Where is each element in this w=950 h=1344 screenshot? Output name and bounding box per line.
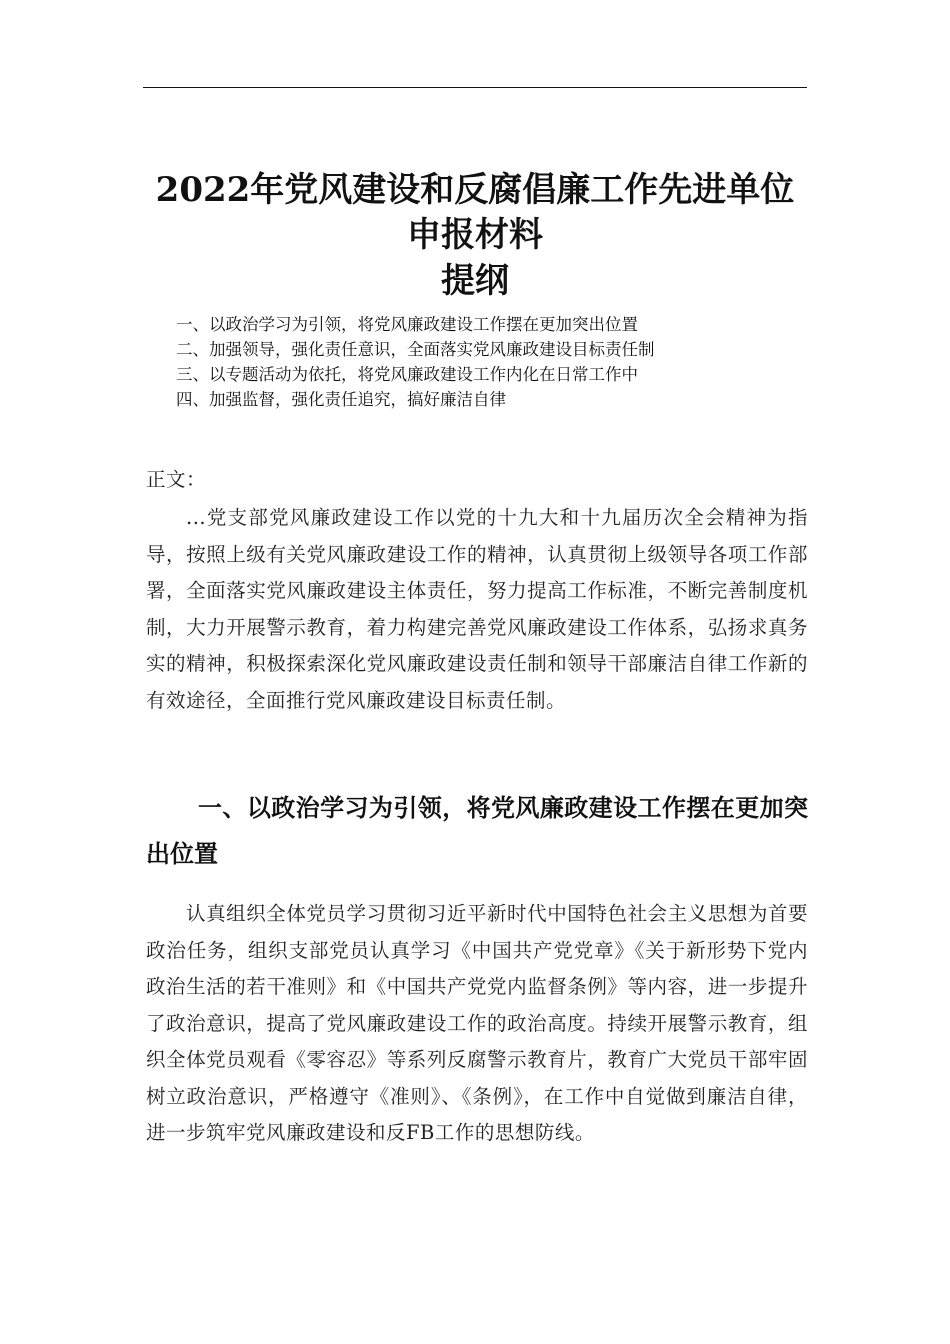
header-rule	[143, 87, 807, 88]
title-block	[143, 168, 807, 304]
body-label: 正文：	[146, 468, 207, 491]
outline-list	[176, 312, 796, 412]
document-subtitle: 申报材料	[407, 215, 543, 255]
document-title: 2022年党风建设和反腐倡廉工作先进单位	[155, 170, 795, 210]
outline-heading: 提纲	[441, 261, 509, 301]
section-paragraph: 认真组织全体党员学习贯彻习近平新时代中国特色社会主义思想为首要政治任务，组织支部党员认真学习《中国共产党党章》《关于新形势下党内政治生活的若干准则》和《中国共产党党内监督条例》等内容，进一步提升了政治意识，提高了党风廉政建设工作的政治高度。持续开展警示教育，组织全体党员观看《零容忍》等系列反腐警示教育片，教育广大党员干部牢固树立政治意识，严格遵守《准则》、《条例》，在工作中自觉做到廉洁自律，进一步筑牢党风廉政建设和反FB工作的思想防线。	[146, 902, 808, 1144]
outline-item: 四、加强监督，强化责任追究，搞好廉洁自律	[176, 390, 506, 409]
outline-item: 一、以政治学习为引领，将党风廉政建设工作摆在更加突出位置	[176, 315, 638, 334]
section-heading: 一、以政治学习为引领，将党风廉政建设工作摆在更加突出位置	[146, 794, 808, 868]
outline-item: 三、以专题活动为依托，将党风廉政建设工作内化在日常工作中	[176, 365, 638, 384]
outline-item: 二、加强领导，强化责任意识，全面落实党风廉政建设目标责任制	[176, 340, 655, 359]
intro-paragraph: ...党支部党风廉政建设工作以党的十九大和十九届历次全会精神为指导，按照上级有关党风廉政建设工作的精神，认真贯彻上级领导各项工作部署，全面落实党风廉政建设主体责任，努力提高工作标准，不断完善制度机制，大力开展警示教育，着力构建完善党风廉政建设工作体系，弘扬求真务实的精神，积极探索深化党风廉政建设责任制和领导干部廉洁自律工作新的有效途径，全面推行党风廉政建设目标责任制。	[146, 506, 808, 712]
